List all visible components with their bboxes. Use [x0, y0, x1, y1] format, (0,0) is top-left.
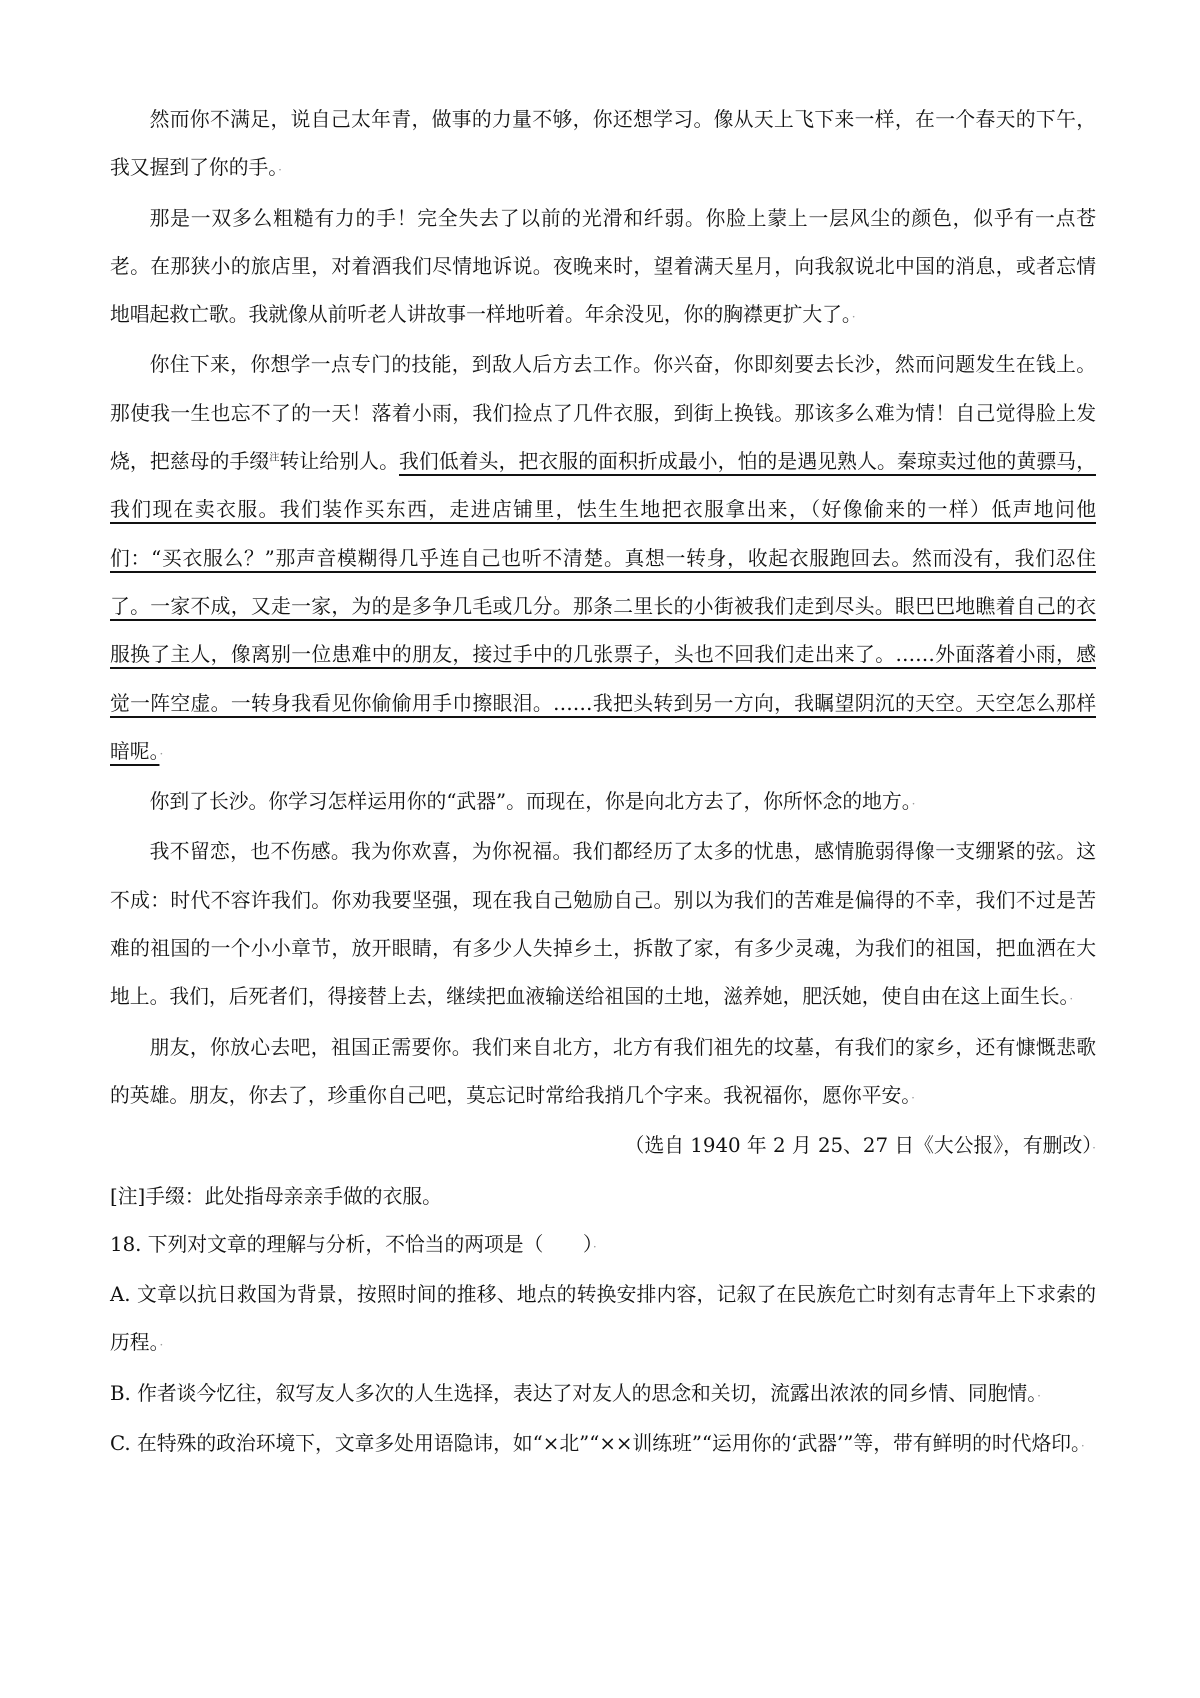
question-stem: 18. 下列对文章的理解与分析，不恰当的两项是（ ）· — [110, 1232, 597, 1256]
paragraph-4: 你到了长沙。你学习怎样运用你的“武器”。而现在，你是向北方去了，你所怀念的地方。· — [149, 790, 916, 814]
paragraph-6: 朋友，你放心去吧，祖国正需要你。我们来自北方，北方有我们祖先的坟墓，有我们的家乡，还有慷慨悲歌的英雄。朋友，你去了，珍重你自己吧，莫忘记时常给我捎几个字来。我祝福你，愿你平安。· — [110, 1035, 1096, 1107]
footnote: [注]手缀：此处指母亲亲手做的衣服。 — [110, 1184, 442, 1208]
paragraph-5: 我不留恋，也不伤感。我为你欢喜，为你祝福。我们都经历了太多的忧患，感情脆弱得像一支绷紧的弦。这不成：时代不容许我们。你劝我要坚强，现在我自己勉励自己。别以为我们的苦难是偏得的不幸，我们不过是苦难的祖国的一个小小章节，放开眼睛，有多少人失掉乡土，拆散了家，有多少灵魂，为我们的祖国，把血洒在大地上。我们，后死者们，得接替上去，继续把血液输送给祖国的土地，滋养她，肥沃她，使自由在这上面生长。· — [110, 840, 1096, 1009]
paragraph-2: 那是一双多么粗糙有力的手！完全失去了以前的光滑和纤弱。你脸上蒙上一层风尘的颜色，似乎有一点苍老。在那狭小的旅店里，对着酒我们尽情地诉说。夜晚来时，望着满天星月，向我叙说北中国的消息，或者忘情地唱起救亡歌。我就像从前听老人讲故事一样地听着。年余没见，你的胸襟更扩大了。· — [110, 206, 1096, 327]
option-b: B. 作者谈今忆往，叙写友人多次的人生选择，表达了对友人的思念和关切，流露出浓浓的同乡情、同胞情。· — [110, 1381, 1041, 1405]
reading-passage — [110, 96, 1096, 1470]
paragraph-1: 然而你不满足，说自己太年青，做事的力量不够，你还想学习。像从天上飞下来一样，在一个春天的下午，我又握到了你的手。· — [110, 108, 1096, 180]
source-citation: （选自 1940 年 2 月 25、27 日《大公报》，有删改）· — [624, 1134, 1096, 1158]
option-a: A. 文章以抗日救国为背景，按照时间的推移、地点的转换安排内容，记叙了在民族危亡时刻有志青年上下求索的历程。· — [110, 1283, 1096, 1355]
footnote-mark: 注 — [269, 452, 280, 464]
paragraph-3: 你住下来，你想学一点专门的技能，到敌人后方去工作。你兴奋，你即刻要去长沙，然而问题发生在钱上。那使我一生也忘不了的一天！落着小雨，我们捡点了几件衣服，到街上换钱。那该多么难为情！自己觉得脸上发烧，把慈母的手缀$^注$转让给别人。我们低着头，把衣服的面积折成最小，怕的是遇见熟人。秦琼卖过他的黄骠马，我们现在卖衣服。我们装作买东西，走进店铺里，怯生生地把衣服拿出来，（好像偷来的一样）低声地问他们：“买衣服么？”那声音模糊得几乎连自己也听不清楚。真想一转身，收起衣服跑回去。然而没有，我们忍住了。一家不成，又走一家，为的是多争几毛或几分。那条二里长的小街被我们走到尽头。眼巴巴地瞧着自己的衣服换了主人，像离别一位患难中的朋友，接过手中的几张票子，头也不回我们走出来了。……外面落着小雨，感觉一阵空虚。一转身我看见你偷偷用手巾擦眼泪。……我把头转到另一方向，我瞩望阴沉的天空。天空怎么那样暗呢。· — [110, 353, 1096, 763]
option-c: C. 在特殊的政治环境下，文章多处用语隐讳，如“×北”“××训练班”“运用你的‘武器’”等，带有鲜明的时代烙印。· — [110, 1432, 1085, 1456]
underlined-passage: 我们低着头，把衣服的面积折成最小，怕的是遇见熟人。秦琼卖过他的黄骠马，我们现在卖衣服。我们装作买东西，走进店铺里，怯生生地把衣服拿出来，（好像偷来的一样）低声地问他们：“买衣服么？”那声音模糊得几乎连自己也听不清楚。真想一转身，收起衣服跑回去。然而没有，我们忍住了。一家不成，又走一家，为的是多争几毛或几分。那条二里长的小街被我们走到尽头。眼巴巴地瞧着自己的衣服换了主人，像离别一位患难中的朋友，接过手中的几张票子，头也不回我们走出来了。……外面落着小雨，感觉一阵空虚。一转身我看见你偷偷用手巾擦眼泪。……我把头转到另一方向，我瞩望阴沉的天空。天空怎么那样暗呢。 — [110, 450, 1096, 763]
